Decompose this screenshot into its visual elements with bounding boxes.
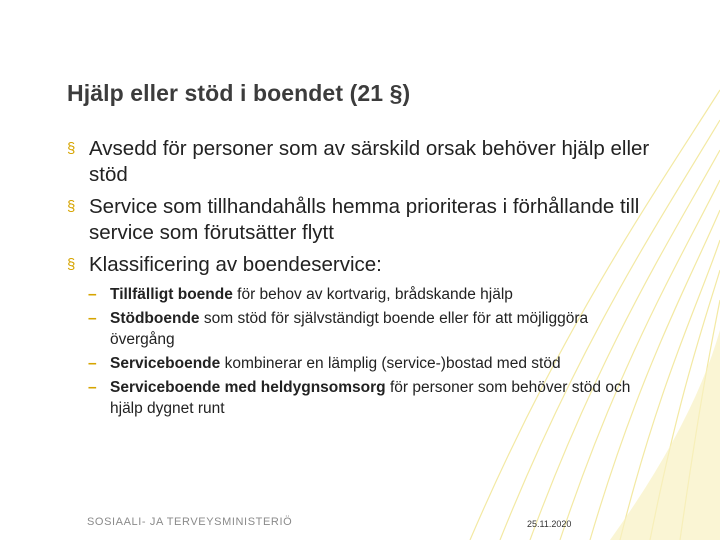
sub-bullet-text: kombinerar en lämplig (service-)bostad med stöd (220, 355, 561, 372)
bullet-list (67, 136, 657, 422)
bullet-text: Klassificering av boendeservice: (89, 253, 382, 276)
sub-bullet-marker: – (88, 310, 97, 327)
sub-bullet-text: som stöd för självständigt boende eller för att möjliggöra övergång (110, 310, 589, 348)
sub-bullet-term: Serviceboende (110, 355, 221, 372)
sub-bullet-list (67, 284, 657, 419)
sub-bullet-text: för behov av kortvarig, brådskande hjälp (232, 286, 513, 303)
bullet-text: Service som tillhandahålls hemma prioriteras i förhållande till service som förutsätter flytt (89, 195, 640, 244)
sub-bullet-marker: – (88, 286, 97, 303)
footer-date: 25.11.2020 (527, 519, 572, 529)
sub-bullet-term: Serviceboende med heldygnsomsorg (110, 379, 386, 396)
bullet-item (67, 194, 657, 246)
bullet-marker: § (67, 198, 76, 215)
sub-bullet-text: för personer som behöver stöd och hjälp dygnet runt (110, 379, 631, 417)
sub-bullet-marker: – (88, 355, 97, 372)
sub-bullet-item (67, 308, 657, 350)
bullet-text: Avsedd för personer som av särskild orsak behöver hjälp eller stöd (89, 137, 650, 186)
bullet-marker: § (67, 256, 76, 273)
footer-organization: SOSIAALI- JA TERVEYSMINISTERIÖ (87, 516, 293, 528)
sub-bullet-item (67, 377, 657, 419)
bullet-item (67, 136, 657, 188)
bullet-item (67, 252, 657, 278)
sub-bullet-item (67, 353, 657, 374)
sub-bullet-marker: – (88, 379, 97, 396)
sub-bullet-term: Tillfälligt boende (110, 286, 233, 303)
bullet-marker: § (67, 140, 76, 157)
slide-title: Hjälp eller stöd i boendet (21 §) (67, 80, 411, 106)
sub-bullet-term: Stödboende (110, 310, 200, 327)
sub-bullet-item (67, 284, 657, 305)
